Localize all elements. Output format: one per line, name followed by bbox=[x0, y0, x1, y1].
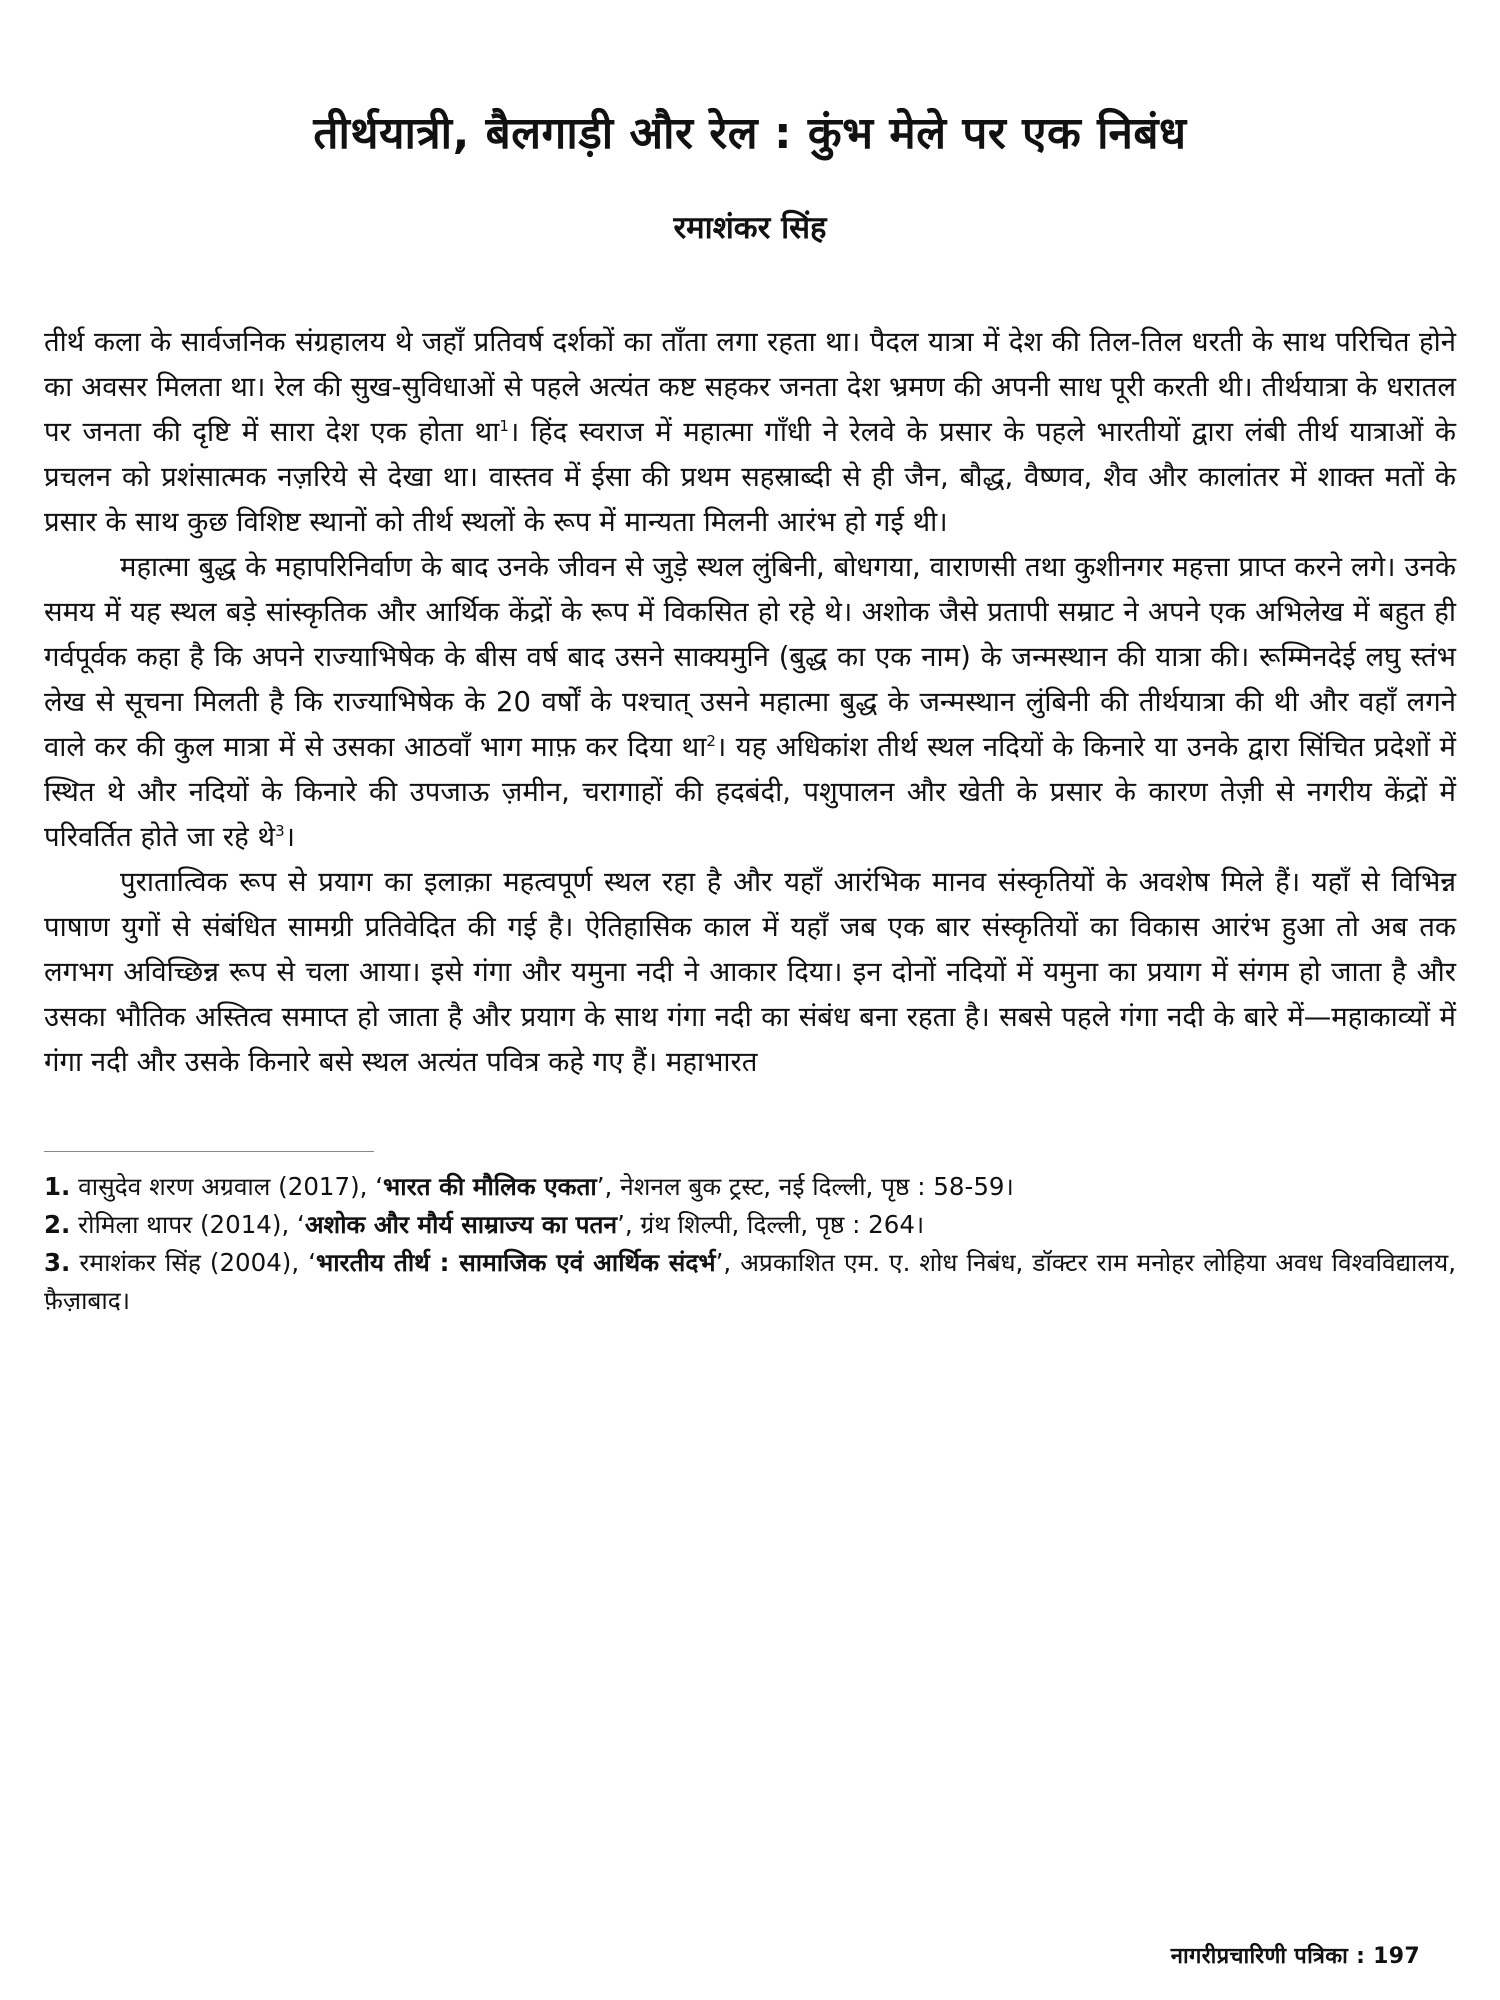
journal-name: नागरीप्रचारिणी पत्रिका bbox=[1170, 1944, 1349, 1969]
paragraph-2-text-c: । bbox=[284, 821, 296, 853]
footnote-ref-2: 2 bbox=[706, 731, 716, 750]
article-title: तीर्थयात्री, बैलगाड़ी और रेल : कुंभ मेले पर एक निबंध bbox=[313, 108, 1187, 159]
footnote-1-title: भारत की मौलिक एकता bbox=[383, 1172, 597, 1201]
footnote-2 bbox=[44, 1206, 1456, 1244]
footnote-2-number: 2. bbox=[44, 1210, 71, 1239]
paragraph-1-text-b: । हिंद स्वराज में महात्मा गाँधी ने रेलवे के प्रसार के पहले भारतीयों द्वारा लंबी तीर्थ यात्राओं के प्रचलन को प्रशंसात्मक नज़रिये से देखा था। वास्तव में ईसा की प्रथम सहस्राब्दी से ही जैन, बौद्ध, वैष्णव, शैव और कालांतर में शाक्त मतों के प्रसार के साथ कुछ विशिष्ट स्थानों को तीर्थ स्थलों के रूप में मान्यता मिलनी आरंभ हो गई थी। bbox=[44, 416, 1456, 538]
footnote-1-number: 1. bbox=[44, 1172, 71, 1201]
paragraph-2-text-a: महात्मा बुद्ध के महापरिनिर्वाण के बाद उनके जीवन से जुड़े स्थल लुंबिनी, बोधगया, वाराणसी तथा कुशीनगर महत्ता प्राप्त करने लगे। उनके समय में यह स्थल बड़े सांस्कृतिक और आर्थिक केंद्रों के रूप में विकसित हो रहे थे। अशोक जैसे प्रतापी सम्राट ने अपने एक अभिलेख में बहुत ही गर्वपूर्वक कहा है कि अपने राज्याभिषेक के बीस वर्ष बाद उसने साक्यमुनि (बुद्ध का एक नाम) के जन्मस्थान की यात्रा की। रूम्मिनदेई लघु स्तंभ लेख से सूचना मिलती है कि राज्याभिषेक के 20 वर्षों के पश्चात् उसने महात्मा बुद्ध के जन्मस्थान लुंबिनी की तीर्थयात्रा की थी और वहाँ लगने वाले कर की कुल मात्रा में से उसका आठवाँ भाग माफ़ कर दिया था bbox=[44, 551, 1456, 763]
footnote-divider bbox=[44, 1151, 374, 1152]
document-page bbox=[44, 0, 1456, 2000]
paragraph-3 bbox=[44, 860, 1456, 1085]
footnote-1 bbox=[44, 1168, 1456, 1206]
paragraph-1-text-a: तीर्थ कला के सार्वजनिक संग्रहालय थे जहाँ प्रतिवर्ष दर्शकों का ताँता लगा रहता था। पैदल यात्रा में देश की तिल-तिल धरती के साथ परिचित होने का अवसर मिलता था। रेल की सुख-सुविधाओं से पहले अत्यंत कष्ट सहकर जनता देश भ्रमण की अपनी साध पूरी करती थी। तीर्थयात्रा के धरातल पर जनता की दृष्टि में सारा देश एक होता था bbox=[44, 326, 1456, 448]
article-body bbox=[44, 320, 1456, 1085]
footnote-3 bbox=[44, 1244, 1456, 1320]
page-number: 197 bbox=[1373, 1944, 1420, 1969]
footnote-2-title: अशोक और मौर्य साम्राज्य का पतन bbox=[304, 1210, 618, 1239]
footnotes bbox=[44, 1168, 1456, 1320]
paragraph-2-text-b: । यह अधिकांश तीर्थ स्थल नदियों के किनारे या उनके द्वारा सिंचित प्रदेशों में स्थित थे और नदियों के किनारे की उपजाऊ ज़मीन, चरागाहों की हदबंदी, पशुपालन और खेती के प्रसार के कारण तेज़ी से नगरीय केंद्रों में परिवर्तित होते जा रहे थे bbox=[44, 731, 1456, 853]
footnote-1-post: ’, नेशनल बुक ट्रस्ट, नई दिल्ली, पृष्ठ : 58-59। bbox=[596, 1172, 1014, 1201]
footnote-2-post: ’, ग्रंथ शिल्पी, दिल्ली, पृष्ठ : 264। bbox=[617, 1210, 925, 1239]
footnote-ref-3: 3 bbox=[275, 821, 285, 840]
footnote-3-pre: रमाशंकर सिंह (2004), ‘ bbox=[70, 1248, 316, 1277]
folio-separator: : bbox=[1348, 1944, 1374, 1969]
footnote-2-pre: रोमिला थापर (2014), ‘ bbox=[70, 1210, 305, 1239]
footnote-3-title: भारतीय तीर्थ : सामाजिक एवं आर्थिक संदर्भ bbox=[315, 1248, 716, 1277]
paragraph-2 bbox=[44, 545, 1456, 860]
footnote-1-pre: वासुदेव शरण अग्रवाल (2017), ‘ bbox=[70, 1172, 384, 1201]
footnote-ref-1: 1 bbox=[499, 416, 509, 435]
footnote-3-number: 3. bbox=[44, 1248, 71, 1277]
article-author: रमाशंकर सिंह bbox=[673, 210, 827, 246]
paragraph-3-text: पुरातात्विक रूप से प्रयाग का इलाक़ा महत्वपूर्ण स्थल रहा है और यहाँ आरंभिक मानव संस्कृतियों के अवशेष मिले हैं। यहाँ से विभिन्न पाषाण युगों से संबंधित सामग्री प्रतिवेदित की गई है। ऐतिहासिक काल में यहाँ जब एक बार संस्कृतियों का विकास आरंभ हुआ तो अब तक लगभग अविच्छिन्न रूप से चला आया। इसे गंगा और यमुना नदी ने आकार दिया। इन दोनों नदियों में यमुना का प्रयाग में संगम हो जाता है और उसका भौतिक अस्तित्व समाप्त हो जाता है और प्रयाग के साथ गंगा नदी का संबंध बना रहता है। सबसे पहले गंगा नदी के बारे में—महाकाव्यों में गंगा नदी और उसके किनारे बसे स्थल अत्यंत पवित्र कहे गए हैं। महाभारत bbox=[44, 866, 1456, 1078]
page-footer bbox=[1171, 1940, 1420, 1970]
paragraph-1 bbox=[44, 320, 1456, 545]
footnote-3-post: ’, अप्रकाशित एम. ए. शोध निबंध, डॉक्टर राम मनोहर लोहिया अवध विश्वविद्यालय, फ़ैज़ाबाद। bbox=[44, 1248, 1456, 1315]
